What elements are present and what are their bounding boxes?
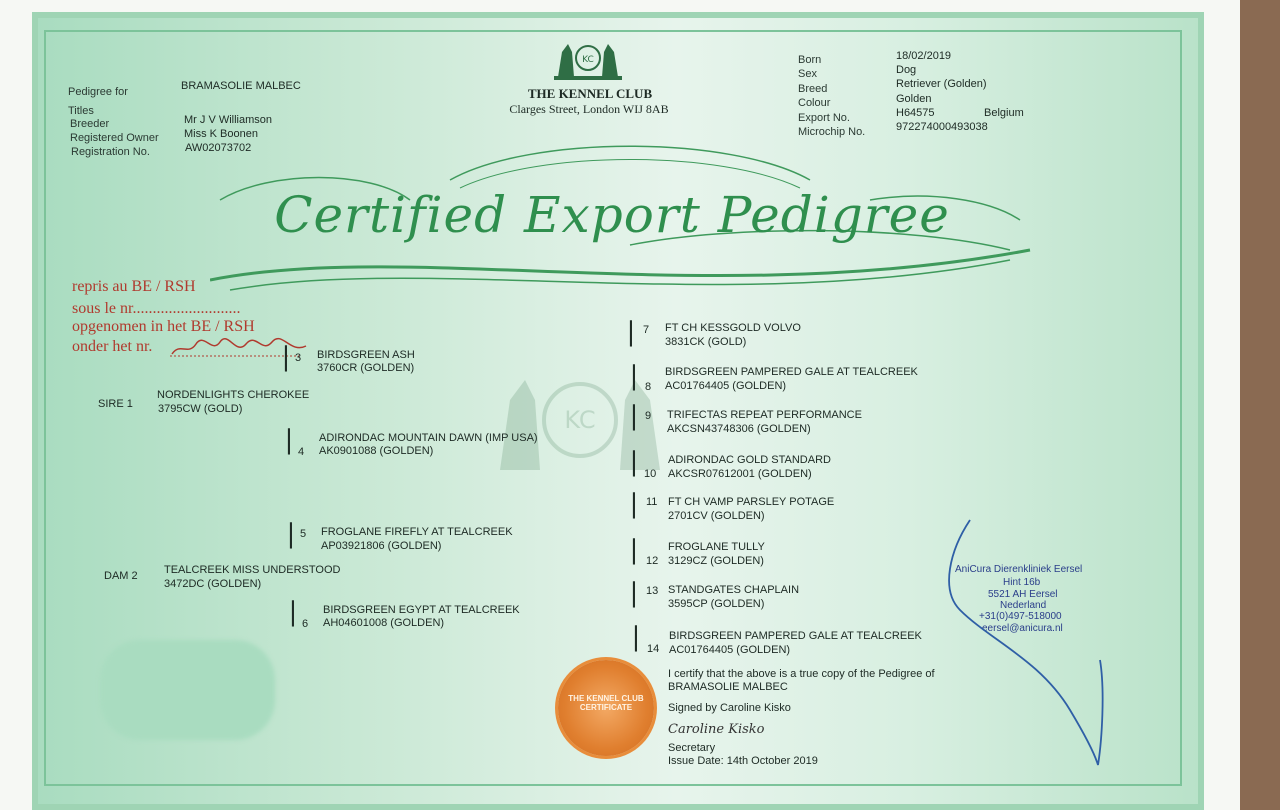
ggp-11-reg: 2701CV (GOLDEN) (668, 510, 765, 522)
gp-4-name: ADIRONDAC MOUNTAIN DAWN (IMP USA) (319, 432, 538, 444)
certify-dog-name: BRAMASOLIE MALBEC (668, 681, 788, 693)
brace-9: ⎜ (631, 406, 642, 431)
vet-stamp-line-1: AniCura Dierenkliniek Eersel (955, 564, 1083, 575)
sex-value: Dog (896, 64, 917, 76)
colour-label: Colour (798, 97, 831, 109)
gp-6-reg: AH04601008 (GOLDEN) (323, 617, 445, 629)
sire-label: SIRE 1 (98, 398, 133, 410)
brace-8: ⎜ (631, 366, 642, 391)
ggp-7-number: 7 (643, 324, 650, 336)
microchip-label: Microchip No. (798, 126, 866, 138)
redacted-area (100, 640, 275, 740)
vet-stamp-line-6: eersel@anicura.nl (982, 623, 1063, 634)
kennel-club-logo-icon (548, 32, 628, 82)
club-name: THE KENNEL CLUB (527, 86, 653, 101)
pedigree-for-value: BRAMASOLIE MALBEC (181, 80, 301, 92)
ggp-8-reg: AC01764405 (GOLDEN) (665, 380, 787, 392)
ggp-13-name: STANDGATES CHAPLAIN (668, 584, 800, 596)
ggp-13-reg: 3595CP (GOLDEN) (668, 598, 765, 610)
stamp-line-1: repris au BE / RSH (72, 278, 196, 295)
stamp-line-4: onder het nr. (72, 338, 153, 355)
gp-3-number: 3 (295, 352, 302, 364)
gp-3-reg: 3760CR (GOLDEN) (317, 362, 415, 374)
brace-3: ⎜ (283, 347, 294, 372)
ggp-7-name: FT CH KESSGOLD VOLVO (665, 322, 801, 334)
microchip-value: 972274000493038 (896, 121, 988, 133)
export-label: Export No. (798, 112, 850, 124)
colour-value: Golden (896, 93, 932, 105)
sex-label: Sex (798, 68, 817, 80)
sire-name: NORDENLIGHTS CHEROKEE (157, 389, 310, 401)
kennel-club-seal-icon (558, 660, 654, 756)
brace-5: ⎜ (288, 524, 299, 549)
club-address: Clarges Street, London WIJ 8AB (509, 102, 669, 116)
ggp-12-name: FROGLANE TULLY (668, 541, 765, 553)
breed-label: Breed (798, 83, 828, 95)
issue-date: Issue Date: 14th October 2019 (668, 755, 818, 767)
reg-value: AW02073702 (185, 142, 252, 154)
ggp-10-reg: AKCSR07612001 (GOLDEN) (668, 468, 812, 480)
gp-5-name: FROGLANE FIREFLY AT TEALCREEK (321, 526, 513, 538)
svg-text:KC: KC (564, 406, 596, 434)
brace-12: ⎜ (631, 540, 642, 565)
dam-reg: 3472DC (GOLDEN) (164, 578, 262, 590)
breed-value: Retriever (Golden) (896, 78, 987, 90)
ggp-11-name: FT CH VAMP PARSLEY POTAGE (668, 496, 835, 508)
ggp-9-number: 9 (645, 410, 652, 422)
secretary-label: Secretary (668, 742, 716, 754)
ggp-8-number: 8 (645, 381, 652, 393)
brace-13: ⎜ (631, 583, 642, 608)
breeder-label: Breeder (70, 118, 110, 130)
gp-6-number: 6 (302, 618, 309, 630)
born-value: 18/02/2019 (896, 50, 952, 62)
owner-value: Miss K Boonen (184, 128, 258, 140)
gp-5-number: 5 (300, 528, 307, 540)
ggp-10-name: ADIRONDAC GOLD STANDARD (668, 454, 831, 466)
brace-11: ⎜ (631, 494, 642, 519)
brace-7: ⎜ (628, 322, 639, 347)
signed-by: Signed by Caroline Kisko (668, 702, 791, 714)
titles-label: Titles (68, 105, 94, 117)
brace-6: ⎜ (290, 602, 301, 627)
breeder-value: Mr J V Williamson (184, 114, 273, 126)
dam-name: TEALCREEK MISS UNDERSTOOD (164, 564, 341, 576)
certify-text: I certify that the above is a true copy of the Pedigree of (668, 668, 935, 680)
export-value: H64575 (896, 107, 935, 119)
ggp-11-number: 11 (646, 496, 658, 508)
brace-14: ⎜ (633, 627, 644, 652)
ggp-9-reg: AKCSN43748306 (GOLDEN) (667, 423, 811, 435)
ggp-8-name: BIRDSGREEN PAMPERED GALE AT TEALCREEK (665, 366, 918, 378)
vet-signature-scribble (920, 510, 1120, 770)
gp-4-number: 4 (298, 446, 305, 458)
ggp-10-number: 10 (644, 468, 657, 480)
brace-10: ⎜ (631, 452, 642, 477)
sire-reg: 3795CW (GOLD) (158, 403, 243, 415)
ggp-9-name: TRIFECTAS REPEAT PERFORMANCE (667, 409, 862, 421)
vet-stamp-line-3: 5521 AH Eersel (988, 589, 1058, 600)
stamp-line-2: sous le nr........................... (72, 300, 241, 317)
export-country: Belgium (984, 107, 1024, 119)
born-label: Born (798, 54, 822, 66)
vet-stamp-line-4: Nederland (1000, 600, 1047, 611)
ggp-14-number: 14 (647, 643, 660, 655)
ggp-7-reg: 3831CK (GOLD) (665, 336, 747, 348)
gp-6-name: BIRDSGREEN EGYPT AT TEALCREEK (323, 604, 520, 616)
svg-text:KC: KC (582, 55, 594, 65)
stamp-line-3: opgenomen in het BE / RSH (72, 318, 255, 335)
reg-label: Registration No. (71, 146, 150, 158)
pedigree-for-label: Pedigree for (68, 86, 128, 98)
gp-3-name: BIRDSGREEN ASH (317, 349, 415, 361)
signature: Caroline Kisko (668, 722, 765, 737)
ggp-12-reg: 3129CZ (GOLDEN) (668, 555, 764, 567)
owner-label: Registered Owner (70, 132, 159, 144)
brace-4: ⎜ (286, 430, 297, 455)
ggp-14-name: BIRDSGREEN PAMPERED GALE AT TEALCREEK (669, 630, 922, 642)
gp-5-reg: AP03921806 (GOLDEN) (321, 540, 442, 552)
ggp-12-number: 12 (646, 555, 659, 567)
vet-stamp-line-2: Hint 16b (1003, 577, 1041, 588)
dam-label: DAM 2 (104, 570, 138, 582)
vet-stamp-line-5: +31(0)497-518000 (979, 611, 1062, 622)
ggp-14-reg: AC01764405 (GOLDEN) (669, 644, 791, 656)
ggp-13-number: 13 (646, 585, 659, 597)
document-title: Certified Export Pedigree (274, 186, 950, 244)
gp-4-reg: AK0901088 (GOLDEN) (319, 445, 434, 457)
seal-text: THE KENNEL CLUB CERTIFICATE (568, 694, 644, 712)
